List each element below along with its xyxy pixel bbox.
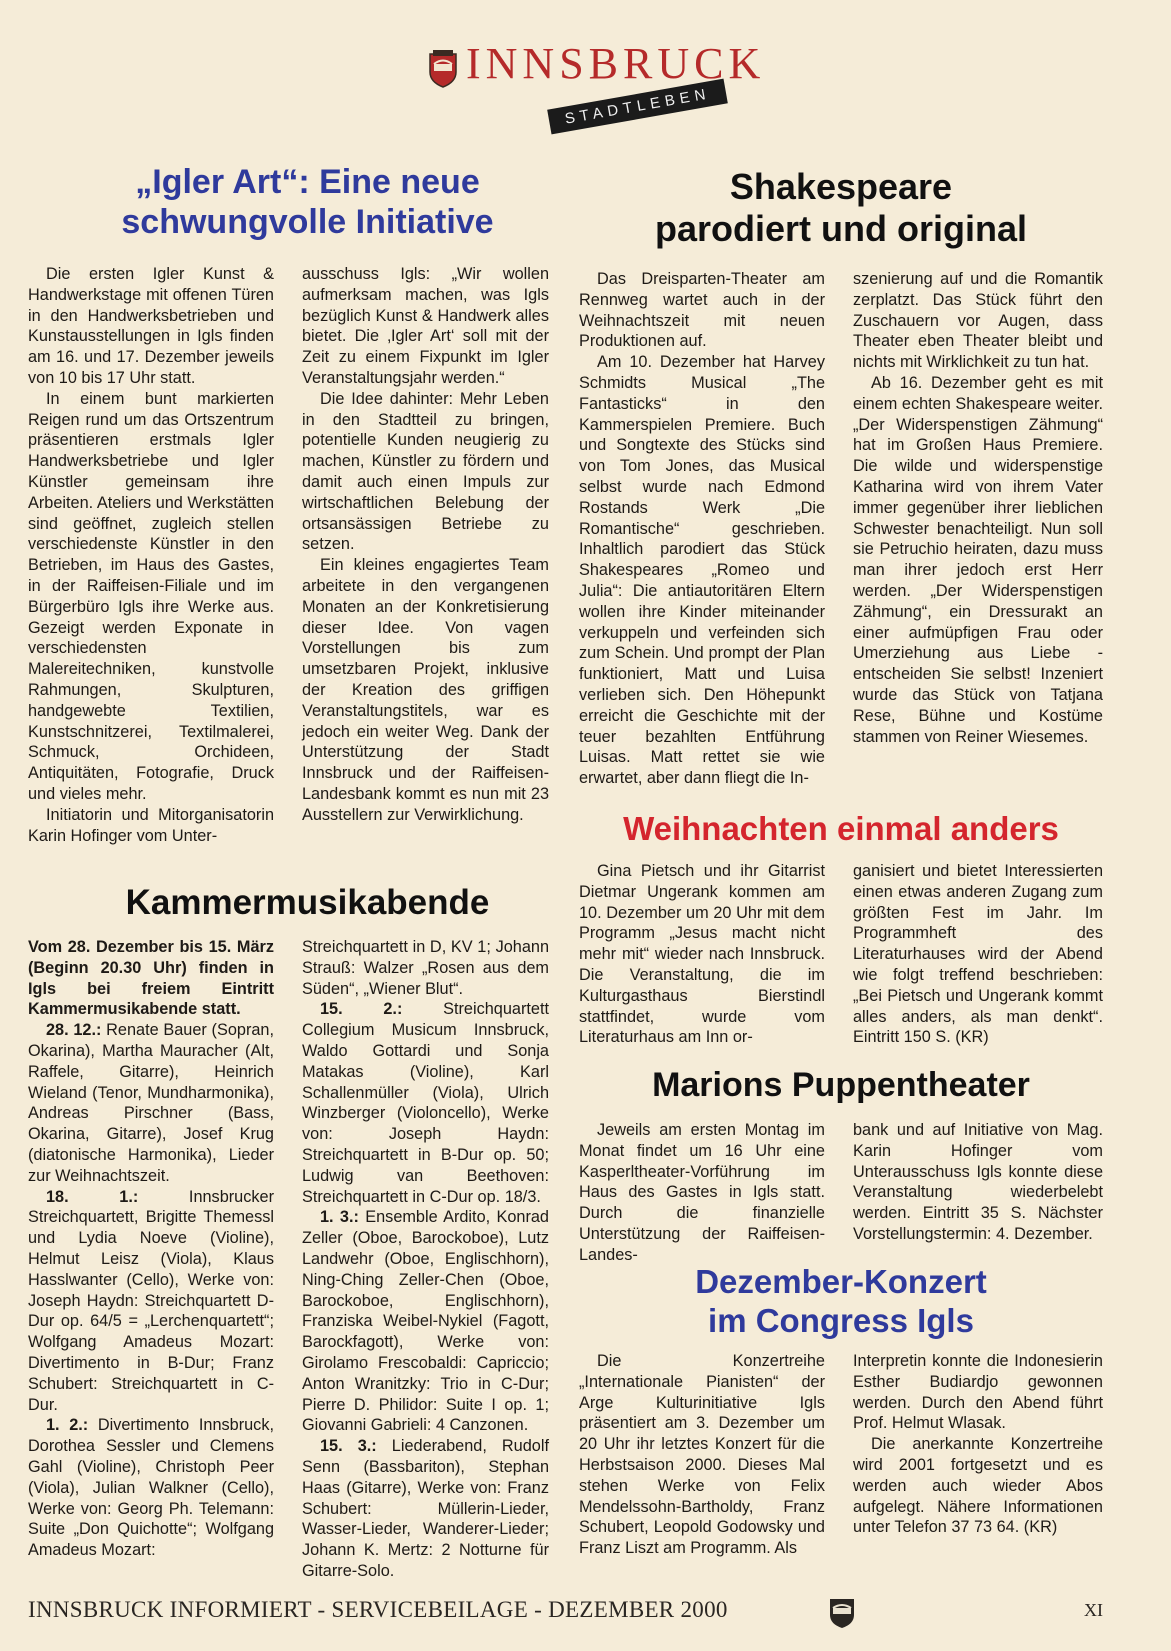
innsbruck-crest-small-icon (828, 1595, 856, 1629)
kammer-entry (302, 1207, 549, 1436)
dezember-paragraph: Die anerkannte Konzertreihe wird 2001 fortgesetzt und es werden auch wieder Abos aufgelegt. Nähere Informationen unter Telefon 37 73 64. (KR) (853, 1435, 1103, 1537)
igler-paragraph: In einem bunt markierten Reigen rund um das Ortszentrum präsentieren erstmals Igler Handwerksbetriebe und Igler Künstler gemeinsam ihre Arbeiten. Ateliers und Werkstätten sind geöffnet, zugleich stellen verschiedenste Künstler in den Betrieben, im Haus des Gastes, in der Raiffeisen-Filiale und im Bürgerbüro Igls ihre Werke aus. Gezeigt werden Exponate in verschiedensten Malereitechniken, kunstvolle Rahmungen, Skulpturen, handgewebte Textilien, Kunstschnitzerei, Textilmalerei, Schmuck, Orchideen, Antiquitäten, Fotografie, Druck und vieles mehr. (28, 389, 274, 803)
marions-column-2 (853, 1120, 1103, 1245)
weihnachten-paragraph: Gina Pietsch und ihr Gitarrist Dietmar Ungerank kommen am 10. Dezember um 20 Uhr mit dem Programm „Jesus macht nicht mehr mit“ wieder nach Innsbruck. Die Veranstaltung, die im Kulturgasthaus Bierstindl stattfindet, wurde vom Literaturhaus am Inn or- (579, 862, 825, 1047)
kammer-entry-text: Ensemble Ardito, Konrad Zeller (Oboe, Barockoboe), Lutz Landwehr (Oboe, Englischhorn), Ning-Ching Zeller-Chen (Oboe, Barockoboe, Englischhorn), Franziska Weibel-Nykiel (Fagott, Barockfagott), Werke von: Girolamo Frescobaldi: Capriccio; Anton Wranitzky: Trio in C-Dur; Pierre D. Philidor: Suite I op. 1; Giovanni Gabrieli: 4 Canzonen. (302, 1208, 549, 1435)
kammer-entry-text: Innsbrucker Streichquartett, Brigitte Themessl und Lydia Noeve (Violine), Helmut Leisz (Viola), Klaus Hasslwanter (Cello), Werke von: Joseph Haydn: Streichquartett D-Dur op. 64/5 = „Lerchenquartett“; Wolfgang Amadeus Mozart: Divertimento in B-Dur; Franz Schubert: Streichquartett in C-Dur. (28, 1187, 274, 1414)
igler-paragraph: Initiatorin und Mitorganisatorin Karin Hofinger vom Unter- (28, 805, 274, 845)
shakespeare-paragraph: Ab 16. Dezember geht es mit einem echten Shakespeare weiter. „Der Widerspenstigen Zähmung“ hat im Großen Haus Premiere. Die wilde und widerspenstige Katharina wird von ihrem Vater immer gegenüber ihrer lieblichen Schwester benachteiligt. Nun soll sie Petruchio heiraten, dazu muss man ihrer jedoch erst Herr werden. „Der Widerspenstigen Zähmung“, ein Dressurakt an einer aufmüpfigen Frau oder Umerziehung aus Liebe - entscheiden Sie selbst! Inzeniert wurde das Stück von Tatjana Rese, Bühne und Kostüme stammen von Reiner Wiesemes. (853, 373, 1103, 746)
igler-paragraph: Die ersten Igler Kunst & Handwerkstage mit offenen Türen in den Handwerksbetrieben und Kunstausstellungen in Igls finden am 16. und 17. Dezember jeweils von 10 bis 17 Uhr statt. (28, 265, 274, 387)
kammer-entry (28, 1020, 274, 1186)
shakespeare-paragraph: Am 10. Dezember hat Harvey Schmidts Musical „The Fantasticks“ in den Kammerspielen Premiere. Buch und Songtexte des Stücks sind von Tom Jones, das Musical selbst wurde nach Edmond Rostands Werk „Die Romantische“ geschrieben. Inhaltlich parodiert das Stück Shakespeares „Romeo und Julia“: Die antiautoritären Eltern wollen ihre Kinder miteinander verkuppeln und verfeinden sich zum Schein. Und prompt der Plan funktioniert, Matt und Luisa verlieben sich. Den Höhepunkt erreicht die Geschichte mit der teuer bezahlten Entführung Luisas. Matt rettet sie wie erwartet, aber dann fliegt die In- (579, 353, 825, 788)
kammer-entry (302, 999, 549, 1207)
weihnachten-column-1 (579, 861, 825, 1048)
kammer-column-2 (302, 937, 549, 1582)
kammer-continuation: Streichquartett in D, KV 1; Johann Strauß: Walzer „Rosen aus dem Süden“, „Wiener Blut“. (302, 938, 549, 998)
kammer-column-1 (28, 937, 274, 1561)
kammer-date: 1. 3.: (320, 1208, 359, 1227)
footer-text: INNSBRUCK INFORMIERT - SERVICEBEILAGE - DEZEMBER 2000 (28, 1597, 728, 1622)
igler-column-2 (302, 264, 549, 826)
kammer-entry (28, 1187, 274, 1416)
igler-column-1 (28, 264, 274, 846)
kammer-date: 18. 1.: (46, 1187, 139, 1206)
shakespeare-paragraph: szenierung auf und die Romantik zerplatzt. Das Stück führt den Zuschauern vor Augen, dass Theater eben Theater bleibt und nichts mit Wirklichkeit zu tun hat. (853, 270, 1103, 372)
masthead-tag: STADTLEBEN (547, 79, 728, 135)
shakespeare-column-2 (853, 269, 1103, 747)
dezember-column-1 (579, 1351, 825, 1559)
weihnachten-column-2 (853, 861, 1103, 1048)
kammer-lead: Vom 28. Dezember bis 15. März (Beginn 20.30 Uhr) finden in Igls bei freiem Eintritt Kammermusikabende statt. (28, 938, 274, 1019)
page-number: XI (1084, 1600, 1103, 1620)
shakespeare-headline-line2: parodiert und original (654, 208, 1027, 250)
marions-headline: Marions Puppentheater (652, 1066, 1030, 1104)
dezember-paragraph: Interpretin konnte die Indonesierin Esther Budiardjo gewonnen werden. Durch den Abend führt Prof. Helmut Wlasak. (853, 1352, 1103, 1433)
weihnachten-paragraph: ganisiert und bietet Interessierten einen etwas anderen Zugang zum größten Fest im Jahr. Im Programmheft des Literaturhauses wird der Abend wie folgt treffend beschrieben: „Bei Pietsch und Ungerank kommt alles anders, als man denkt“. Eintritt 150 S. (KR) (853, 862, 1103, 1047)
marions-paragraph: Jeweils am ersten Montag im Monat findet um 16 Uhr eine Kasperltheater-Vorführung im Haus des Gastes in Igls statt. Durch die finanzielle Unterstützung der Raiffeisen-Landes- (579, 1121, 825, 1264)
dezember-paragraph: Die Konzertreihe „Internationale Pianisten“ der Arge Kulturinitiative Igls präsentiert am 3. Dezember um 20 Uhr ihr letztes Konzert für die Herbstsaison 2000. Dieses Mal stehen Werke von Felix Mendelssohn-Bartholdy, Franz Schubert, Leopold Godowsky und Franz Liszt am Programm. Als (579, 1352, 825, 1558)
shakespeare-column-1 (579, 269, 825, 789)
dezember-headline (576, 1263, 1106, 1341)
masthead (0, 40, 1171, 135)
dezember-headline-line1: Dezember-Konzert (695, 1263, 987, 1300)
igler-paragraph: Ein kleines engagiertes Team arbeitete in den vergangenen Monaten an der Konkretisierung dieser Idee. Von vagen Vorstellungen bis zum umsetzbaren Projekt, inklusive der Kreation des griffigen Veranstaltungstitels, war es jedoch ein weiter Weg. Dank der Unterstützung der Stadt Innsbruck und der Raiffeisen-Landesbank kommt es nun mit 23 Ausstellern zur Verwirklichung. (302, 556, 549, 824)
kammer-entry-text: Liederabend, Rudolf Senn (Bassbariton), Stephan Haas (Gitarre), Werke von: Franz Schubert: Müllerin-Lieder, Wasser-Lieder, Wanderer-Lieder; Johann K. Mertz: 2 Notturne für Gitarre-Solo. (302, 1437, 549, 1580)
kammer-date: 28. 12.: (46, 1021, 102, 1040)
innsbruck-crest-icon (428, 48, 458, 88)
igler-headline-line2: schwungvolle Initiative (121, 203, 494, 242)
kammer-entry-text: Streichquartett Collegium Musicum Innsbruck, Waldo Gottardi und Sonja Matakas (Violine), Karl Schallenmüller (Viola), Ulrich Winzberger (Violoncello), Werke von: Joseph Haydn: Streichquartett in B-Dur op. 50; Ludwig van Beethoven: Streichquartett in C-Dur op. 18/3. (302, 1000, 549, 1206)
kammer-date: 1. 2.: (46, 1416, 89, 1435)
shakespeare-headline (576, 166, 1106, 251)
dezember-column-2 (853, 1351, 1103, 1538)
igler-headline (40, 162, 575, 242)
dezember-headline-line2: im Congress Igls (708, 1301, 974, 1339)
kammer-entry-text: Divertimento Innsbruck, Dorothea Sessler und Clemens Gahl (Violine), Christoph Peer (Viola), Julian Walkner (Cello), Werke von: Georg Ph. Telemann: Suite „Don Quichotte“; Wolfgang Amadeus Mozart: (28, 1416, 274, 1560)
marions-paragraph: bank und auf Initiative von Mag. Karin Hofinger vom Unterausschuss Igls konnte diese Veranstaltung wiederbelebt werden. Eintritt 35 S. Nächster Vorstellungstermin: 4. Dezember. (853, 1121, 1103, 1243)
weihnachten-headline: Weihnachten einmal anders (623, 810, 1059, 847)
kammer-date: 15. 3.: (320, 1437, 377, 1456)
shakespeare-paragraph: Das Dreisparten-Theater am Rennweg wartet auch in der Weihnachtszeit mit neuen Produktionen auf. (579, 270, 825, 351)
igler-headline-line1: „Igler Art“: Eine neue (135, 163, 480, 201)
kammer-headline: Kammermusikabende (125, 883, 490, 922)
marions-column-1 (579, 1120, 825, 1266)
kammer-date: 15. 2.: (320, 1000, 403, 1019)
kammer-entry (302, 1436, 549, 1582)
shakespeare-headline-line1: Shakespeare (729, 166, 953, 207)
kammer-entry-text: Renate Bauer (Sopran, Okarina), Martha Mauracher (Alt, Raffele, Gitarre), Heinrich Wieland (Tenor, Mundharmonika), Andreas Pirschner (Bass, Okarina, Gitarre), Josef Krug (diatonische Harmonika), Lieder zur Weihnachtszeit. (28, 1021, 274, 1185)
kammer-entry (28, 1415, 274, 1561)
masthead-title: INNSBRUCK (466, 39, 766, 88)
igler-paragraph: Die Idee dahinter: Mehr Leben in den Stadtteil zu bringen, potentielle Kunden neugierig zu machen, Künstler zu fördern und damit auch einen Impuls zur wirtschaftlichen Belebung der ortsansässigen Betriebe zu setzen. (302, 389, 549, 554)
igler-paragraph: ausschuss Igls: „Wir wollen aufmerksam machen, was Igls bezüglich Kunst & Handwerk alles bietet. Die ‚Igler Art‘ soll mit der Zeit zu einem Fixpunkt im Igler Veranstaltungsjahr werden.“ (302, 265, 549, 387)
